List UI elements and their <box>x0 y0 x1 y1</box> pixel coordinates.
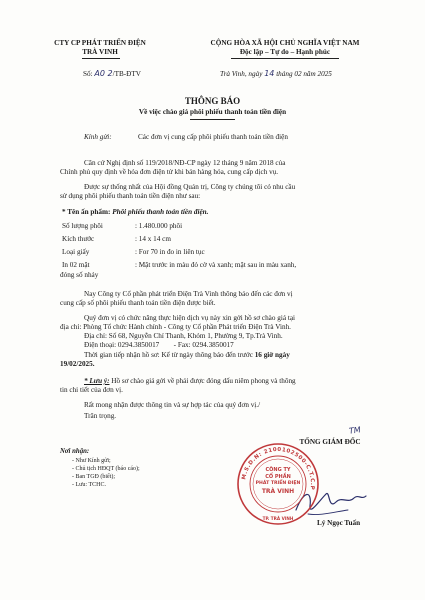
signature-role: TỔNG GIÁM ĐỐC <box>299 438 361 446</box>
note-line2: tin chi tiết của đơn vị. <box>60 386 123 394</box>
para-legal-basis-l1: Căn cứ Nghị định số 119/2018/NĐ-CP ngày 12 tháng 9 năm 2018 của <box>84 159 286 167</box>
nation-line2: Độc lập – Tự do – Hạnh phúc <box>239 48 331 56</box>
recipients-item: - Lưu: TCHC. <box>72 482 106 488</box>
spec-label: Loại giấy <box>62 248 90 256</box>
spec-value: : 14 x 14 cm <box>135 235 171 243</box>
stamp-ring-text: M.S.D.N: 2100102500-C.T.C.P <box>241 446 316 491</box>
recipient-label: Kính gửi: <box>84 133 112 141</box>
doc-subtitle: Về việc chào giá phôi phiếu thanh toán tiền điện <box>138 108 287 116</box>
para-legal-basis-l2: Chính phủ quy định về hóa đơn điện tử khi bán hàng hóa, cung cấp dịch vụ. <box>60 168 279 176</box>
para-announce-l1: Nay Công ty Cổ phần phát triển Điện Trà Vinh thông báo đến các đơn vị <box>84 290 293 298</box>
org-name-line1: CTY CP PHÁT TRIỂN ĐIỆN <box>54 39 146 47</box>
para-submit-address: Địa chỉ: Số 68, Nguyễn Chí Thanh, Khóm 1, Phường 9, Tp.Trà Vinh. <box>84 332 283 340</box>
spec-label: In 02 mặt <box>62 261 90 269</box>
spec-label: Số lượng phôi <box>62 222 103 230</box>
para-regards: Trân trọng. <box>84 412 117 420</box>
recipients-title: Nơi nhận: <box>60 448 90 455</box>
title-underline <box>190 119 235 120</box>
para-submit-l2: địa chỉ: Phòng Tổ chức Hành chính - Công ty Cổ phần Phát triển Điện Trà Vinh. <box>60 323 291 331</box>
recipient-value: Các đơn vị cung cấp phôi phiếu thanh toán tiền điện <box>138 133 288 141</box>
para-submit-l1: Quý đơn vị có chức năng thực hiện dịch vụ này xin gởi hồ sơ chào giá tại <box>84 314 296 322</box>
spec-value: : 1.480.000 phôi <box>135 222 183 230</box>
doc-number-handwritten: A0 2 <box>94 69 113 78</box>
spec-continuation: đóng số nhảy <box>60 271 99 279</box>
recipients-item: - Ban TGĐ (biết); <box>72 474 116 480</box>
doc-date: Trà Vinh, ngày 14 tháng 02 năm 2025 <box>220 69 332 78</box>
product-line: * Tên ấn phẩm: Phôi phiếu thanh toán tiền điện. <box>62 208 209 216</box>
nation-underline <box>231 58 339 59</box>
company-seal-icon <box>236 442 320 526</box>
stamp-line4: TRÀ VINH <box>261 488 295 495</box>
spec-value: : Mặt trước in màu đỏ cờ và xanh; mặt sau in màu xanh, <box>135 261 297 269</box>
org-underline <box>82 58 120 59</box>
org-name-line2: TRÀ VINH <box>82 48 118 56</box>
para-closing: Rất mong nhận được thông tin và sự hợp tác của quý đơn vị./ <box>84 401 261 409</box>
doc-number: Số: A0 2/TB-ĐTV <box>83 69 141 78</box>
stamp-bottom-text: TP. TRÀ VINH <box>262 516 294 521</box>
spec-value: : For 70 in đo in liên tục <box>135 248 205 256</box>
spec-label: Kích thước <box>62 235 95 243</box>
stamp-line1: CÔNG TY <box>265 467 291 473</box>
stamp-line2: CỔ PHẦN <box>265 474 291 480</box>
para-deadline-l2: 19/02/2025. <box>60 360 95 368</box>
nation-line1: CỘNG HÒA XÃ HỘI CHỦ NGHĨA VIỆT NAM <box>210 39 360 47</box>
signature-handmark: TM <box>348 425 362 436</box>
para-submit-phone: Điện thoại: 0294.3850017 - Fax: 0294.3850017 <box>84 341 234 349</box>
date-day-handwritten: 14 <box>264 69 275 78</box>
stamp-line3: PHÁT TRIỂN ĐIỆN <box>255 481 301 486</box>
para-announce-l2: cung cấp số phôi phiếu thanh toán tiền điện được biết. <box>60 299 216 307</box>
signer-name: Lý Ngọc Tuấn <box>317 519 361 527</box>
doc-title: THÔNG BÁO <box>184 96 241 106</box>
para-approval-l1: Được sự thống nhất của Hội đồng Quản trị, Công ty chúng tôi có nhu cầu <box>84 183 296 191</box>
para-deadline-l1: Thời gian tiếp nhận hồ sơ: Kể từ ngày thông báo đến trước 16 giờ ngày <box>84 351 290 359</box>
note-line1: * Lưu ý: Hồ sơ chào giá gởi về phải được đóng dấu niêm phong và thông <box>84 377 296 385</box>
recipients-item: - Chủ tịch HĐQT (báo cáo); <box>72 466 140 472</box>
para-approval-l2: sử dụng phôi phiếu thanh toán tiền điện như sau: <box>60 192 201 200</box>
recipients-item: - Như Kính gửi; <box>72 458 111 464</box>
